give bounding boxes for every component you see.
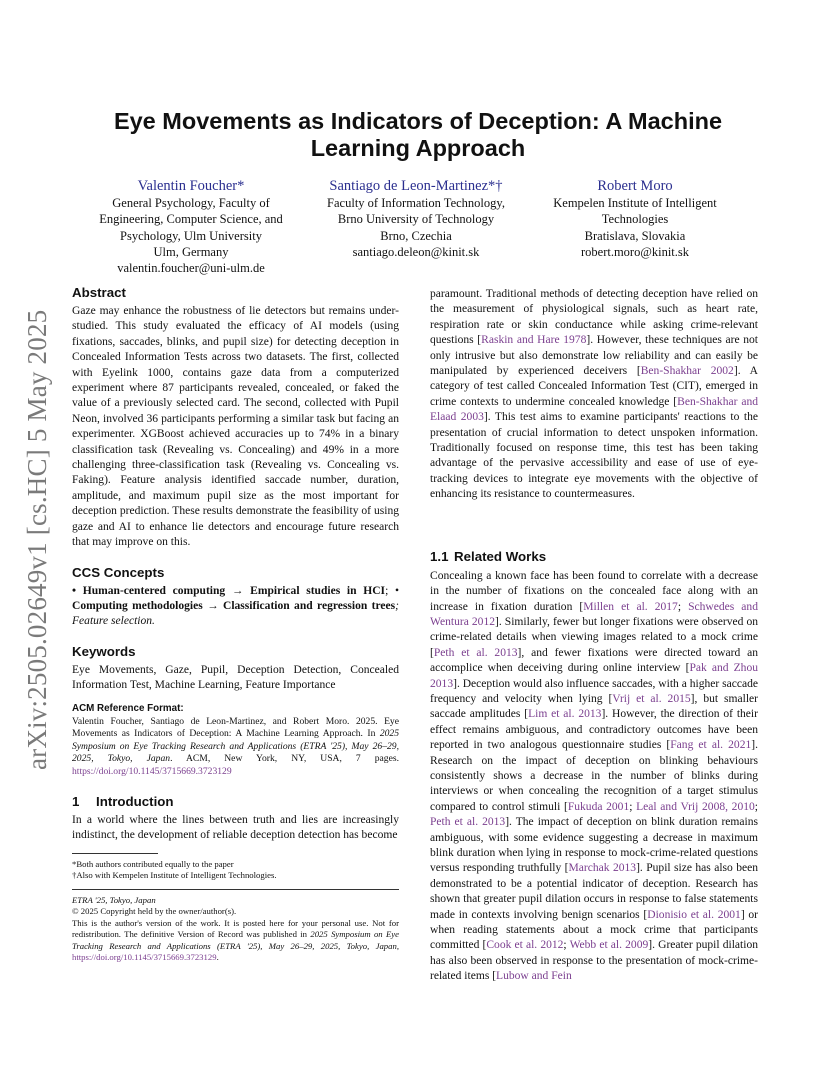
abstract-heading: Abstract <box>72 285 126 300</box>
paper-title: Eye Movements as Indicators of Deception: A Machine Learning Approach <box>113 108 723 161</box>
author-name[interactable]: Robert Moro <box>597 178 673 194</box>
paragraph-text: ]. Similarly, fewer but longer fixations were observed on crime-related details when viewing images related to a mock crime [ <box>430 615 759 659</box>
section-number: 1 <box>72 794 80 810</box>
acm-ref-part: Valentin Foucher, Santiago de Leon-Martinez, and Robert Moro. 2025. Eye Movements as Indicators of Deception: A Machine Learning Approach. In <box>72 715 399 740</box>
acm-reference <box>72 703 399 779</box>
copyright-doi-link[interactable]: https://doi.org/10.1145/3715669.3723129 <box>72 952 217 963</box>
acm-reference-text <box>72 716 399 779</box>
copyright-venue-italic: 2025 Symposium on Eye Tracking Research and Applications (ETRA '25), May 26–29, 2025, Tokyo, Japan <box>72 929 400 951</box>
acm-ref-part: . ACM, New York, NY, USA, 7 pages. <box>170 753 399 765</box>
paragraph-text: ; <box>754 800 758 813</box>
citation-link[interactable]: Fang et al. 2021 <box>670 739 752 752</box>
paragraph-text: ]. Greater pupil dilation has also been observed in response to the presentation of mock-crime-related items [ <box>430 939 758 983</box>
author-affiliation: Engineering, Computer Science, and <box>99 212 283 227</box>
paragraph-text: ] or when reading statements about a mock crime that participants committed [ <box>430 908 758 952</box>
copyright-notice <box>72 918 399 964</box>
author-email: robert.moro@kinit.sk <box>580 244 690 259</box>
citation-link[interactable]: Ben-Shakhar 2002 <box>640 365 734 378</box>
paragraph-text: paramount. Traditional methods of detecting deception have relied on the measurement of physiological signals, such as heart rate, respiration rate or skin conductance while asking crime-relevant questions [ <box>430 288 758 347</box>
citation-link[interactable]: Lubow and Fein <box>496 970 572 983</box>
paragraph-text: ; <box>629 800 637 813</box>
citation-link[interactable]: Millen et al. 2017 <box>583 600 678 613</box>
acm-ref-doi-link[interactable]: https://doi.org/10.1145/3715669.3723129 <box>72 765 232 777</box>
author-location: Bratislava, Slovakia <box>584 228 686 243</box>
acm-reference-heading: ACM Reference Format: <box>72 702 184 714</box>
paragraph-text: ]. This test aims to examine participants' reactions to the presentation of crucial information to detect unspoken information. Traditionally focused on response time, this test has been taking advantage of the pervasive accessibility and ease of use of eye-tracking devices to integrate eye movements with the objective of enhancing its resistance to countermeasures. <box>430 411 758 501</box>
author-location: Ulm, Germany <box>153 244 229 259</box>
author-affiliation: Brno University of Technology <box>337 212 495 227</box>
subsection-number: 1.1 <box>430 548 449 564</box>
footnote-rule <box>72 853 158 854</box>
paragraph-text: Concealing a known face has been found to correlate with a decrease in the number of fixations on the concealed face along with an increase in fixation duration [ <box>430 569 758 613</box>
arxiv-sidebar <box>22 270 52 770</box>
author-affiliation: Faculty of Information Technology, <box>327 196 505 210</box>
author-block-1 <box>78 178 304 276</box>
citation-link[interactable]: Lim et al. 2013 <box>528 708 602 721</box>
author-affiliation: Kempelen Institute of Intelligent <box>553 196 717 210</box>
paragraph-text: ]. A category of test called Concealed Information Test (CIT), emerged in crime contexts to undermine concealed knowledge [ <box>430 365 758 408</box>
right-column <box>430 287 758 985</box>
ccs-concept-1: • Human-centered computing → Empirical studies in HCI <box>72 584 386 597</box>
citation-link[interactable]: Ben-Shakhar and Elaad 2003 <box>430 395 759 424</box>
ccs-tail: ; Feature selection. <box>72 599 399 628</box>
citation-link[interactable]: Marchak 2013 <box>568 862 637 875</box>
ccs-text <box>72 584 399 630</box>
ccs-heading: CCS Concepts <box>72 564 165 580</box>
citation-link[interactable]: Leal and Vrij 2008, 2010 <box>636 800 755 813</box>
copyright-part: This is the author's version of the work. It is posted here for your personal use. Not for redistribution. The definitive Version of Record was published in <box>72 917 399 940</box>
citation-link[interactable]: Schwedes and Wentura 2012 <box>430 600 758 628</box>
keywords-text: Eye Movements, Gaze, Pupil, Deception Detection, Concealed Information Test, Machine Learning, Feature Importance <box>72 663 399 692</box>
author-email: valentin.foucher@uni-ulm.de <box>117 261 265 276</box>
paragraph-text: ]. Deception would also influence saccades, with a higher saccade frequency and velocity when lying [ <box>430 677 758 705</box>
keywords-heading: Keywords <box>72 643 136 659</box>
copyright-rule <box>72 889 399 890</box>
copyright-venue-text: ETRA '25, Tokyo, Japan <box>72 894 156 905</box>
paragraph-text: ]. However, these techniques are not only intrusive but also demonstrate low reliability and can easily be manipulated by experienced deceivers [ <box>430 334 759 378</box>
acm-ref-venue: 2025 Symposium on Eye Tracking Research and Applications (ETRA '25), May 26–29, 2025, Tokyo, Japan <box>72 728 399 765</box>
copyright-part: , <box>396 940 399 951</box>
citation-link[interactable]: Raskin and Hare 1978 <box>481 334 587 347</box>
introduction-text: In a world where the lines between truth and lies are increasingly indistinct, the development of reliable deception detection has become <box>72 814 399 842</box>
copyright-venue <box>72 895 399 907</box>
paragraph-text: ]. Research on the impact of deception on blinking behaviours consistently shows a decrease in the number of blinks during interviews or when concealing the recognition of a target stimulus compared to control stimuli [ <box>430 739 758 813</box>
left-column <box>72 285 399 964</box>
paragraph-text: ]. The impact of deception on blink duration remains ambiguous, with some evidence suggesting a decrease in maximum blink duration when lying in response to mock-crime-related questions versus responding truthfully [ <box>430 816 758 875</box>
section-title: Introduction <box>96 794 174 810</box>
citation-link[interactable]: Vrij et al. 2015 <box>612 692 691 705</box>
copyright-line: © 2025 Copyright held by the owner/author(s). <box>72 906 237 917</box>
paragraph-text: ; <box>677 600 689 613</box>
arxiv-identifier: arXiv:2505.02649v1 [cs.HC] 5 May 2025 <box>22 309 52 770</box>
paragraph-text: ]. However, the direction of their effect remains ambiguous, and contradictory outcomes have been reported in two analogous questionnaire studies [ <box>430 708 758 752</box>
citation-link[interactable]: Pak and Zhou 2013 <box>430 662 758 690</box>
paragraph-text: ], and fewer fixations were directed toward an accomplice when deceiving during online interview [ <box>430 646 758 675</box>
author-email: santiago.deleon@kinit.sk <box>352 244 480 259</box>
footnote-2: †Also with Kempelen Institute of Intelligent Technologies. <box>72 870 277 881</box>
intro-continued-paragraph <box>430 287 758 503</box>
abstract-text: Gaze may enhance the robustness of lie detectors but remains under-studied. This study evaluated the efficacy of AI models (using fixations, saccades, blinks, and pupil size) for detecting deception in Concealed Information Tests across two datasets. The first, collected with Eyelink 1000, contains gaze data from a computerized experiment where 87 participants revealed, concealed, or faked the value of a previously selected card. The second, collected with Pupil Neon, involved 36 participants performing a similar task but facing an experimenter. XGBoost achieved accuracies up to 74% in a binary classification task (Revealing vs. Concealing) and 49% in a more challenging three-classification task (Revealing vs. Concealing vs. Faking). Feature analysis identified saccade number, duration, amplitude, and maximum pupil size as the most important for deception prediction. These results demonstrate the feasibility of using gaze and AI to enhance lie detectors and encourage future research that may improve on this. <box>72 305 399 549</box>
citation-link[interactable]: Dionisio et al. 2001 <box>647 908 741 921</box>
author-affiliation: Psychology, Ulm University <box>120 228 262 243</box>
author-block-3 <box>530 178 740 260</box>
citation-link[interactable]: Fukuda 2001 <box>567 800 630 813</box>
footnote-1: *Both authors contributed equally to the paper <box>72 858 234 869</box>
section-introduction-heading <box>72 794 399 809</box>
paragraph-text: ], but smaller saccade amplitudes [ <box>430 692 758 721</box>
citation-link[interactable]: Peth et al. 2013 <box>433 646 518 659</box>
author-name[interactable]: Valentin Foucher* <box>137 178 245 194</box>
paragraph-text: ; <box>563 939 570 952</box>
subsection-title: Related Works <box>454 548 547 564</box>
citation-link[interactable]: Peth et al. 2013 <box>430 816 506 829</box>
author-block-2 <box>305 178 527 260</box>
author-name[interactable]: Santiago de Leon-Martinez*† <box>329 178 503 194</box>
citation-link[interactable]: Webb et al. 2009 <box>569 939 649 952</box>
citation-link[interactable]: Cook et al. 2012 <box>486 939 564 952</box>
paragraph-text: ]. Pupil size has also been demonstrated to be a potential indicator of deception. Research has shown that greater pupil dilation occurs in response to false statements made in contexts involving benign scenarios [ <box>430 862 758 921</box>
author-location: Brno, Czechia <box>380 228 452 243</box>
ccs-separator: ; • <box>385 584 400 597</box>
copyright-part: . <box>216 952 219 963</box>
related-works-paragraph <box>430 569 758 985</box>
section-related-works-heading <box>430 549 758 564</box>
ccs-concept-2: Computing methodologies → Classification and regression trees <box>72 599 396 612</box>
author-affiliation: Technologies <box>601 212 669 227</box>
author-affiliation: General Psychology, Faculty of <box>112 196 270 210</box>
